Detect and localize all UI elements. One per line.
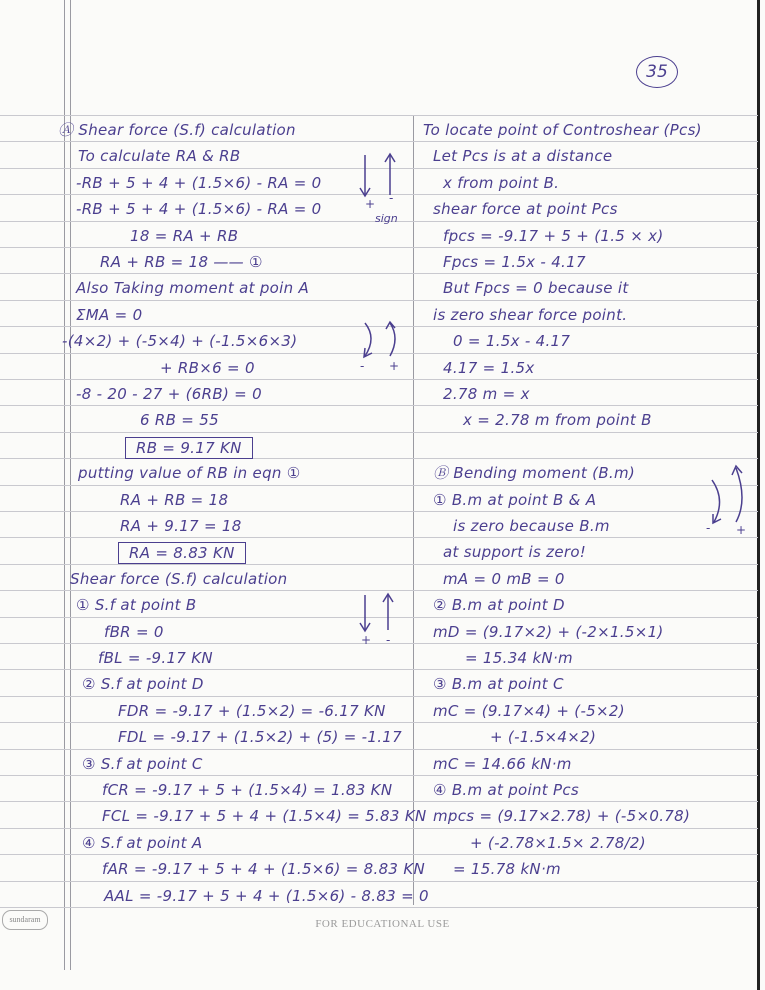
- left-line: fBR = 0: [104, 622, 164, 641]
- left-line: -8 - 20 - 27 + (6RB) = 0: [76, 385, 262, 403]
- left-line: + RB×6 = 0: [160, 358, 255, 377]
- page-edge: [757, 0, 760, 990]
- right-line: To locate point of Controshear (Pcs): [423, 121, 702, 139]
- svg-text:sign: sign: [375, 212, 398, 225]
- right-line: ② B.m at point D: [433, 596, 565, 615]
- right-line: mC = (9.17×4) + (-5×2): [433, 701, 625, 720]
- right-line: ④ B.m at point Pcs: [433, 781, 580, 799]
- left-line: To calculate RA & RB: [78, 147, 241, 166]
- shear-sign-convention-icon: [345, 150, 405, 225]
- ruled-line: [0, 405, 758, 406]
- right-line: + (-2.78×1.5× 2.78/2): [470, 833, 646, 852]
- right-line: = 15.78 kN·m: [453, 860, 561, 879]
- ruled-line: [0, 458, 758, 459]
- left-line: fCR = -9.17 + 5 + (1.5×4) = 1.83 KN: [102, 781, 393, 799]
- right-line: Ⓑ Bending moment (B.m): [433, 464, 636, 483]
- ruled-line: [0, 669, 758, 670]
- left-line: -(4×2) + (-5×4) + (-1.5×6×3): [62, 332, 298, 351]
- right-line: is zero shear force point.: [433, 305, 628, 324]
- right-line: = 15.34 kN·m: [465, 649, 573, 667]
- left-line: putting value of RB in eqn ①: [78, 464, 301, 483]
- shear-sign-icon-2: [350, 590, 400, 650]
- page-number: 35: [636, 56, 678, 88]
- left-line: FDL = -9.17 + (1.5×2) + (5) = -1.17: [118, 728, 402, 747]
- left-line: RA + RB = 18: [120, 490, 229, 509]
- left-line: RA + RB = 18 —— ①: [100, 253, 263, 271]
- right-line: 4.17 = 1.5x: [443, 358, 535, 377]
- left-line: -RB + 5 + 4 + (1.5×6) - RA = 0: [76, 173, 322, 192]
- ruled-line: [0, 537, 758, 538]
- left-line: ① S.f at point B: [76, 596, 197, 615]
- right-line: mC = 14.66 kN·m: [433, 754, 572, 773]
- left-line: RB = 9.17 KN: [125, 437, 253, 459]
- svg-text:+: +: [736, 523, 747, 537]
- ruled-line: [0, 115, 758, 116]
- right-line: 2.78 m = x: [443, 385, 530, 403]
- left-line: ③ S.f at point C: [82, 754, 203, 773]
- left-line: Shear force (S.f) calculation: [70, 569, 288, 588]
- ruled-line: [0, 300, 758, 301]
- ruled-line: [0, 828, 758, 829]
- left-line: RA = 8.83 KN: [118, 542, 246, 564]
- left-line: Also Taking moment at poin A: [76, 279, 310, 298]
- ruled-line: [0, 485, 758, 486]
- svg-text:-: -: [360, 359, 365, 373]
- right-line: x from point B.: [443, 173, 560, 192]
- moment-sign-convention-icon: [345, 318, 405, 378]
- svg-text:-: -: [389, 191, 394, 205]
- right-line: mpcs = (9.17×2.78) + (-5×0.78): [433, 807, 691, 826]
- right-line: Let Pcs is at a distance: [433, 147, 613, 166]
- ruled-line: [0, 379, 758, 380]
- right-line: shear force at point Pcs: [433, 200, 618, 219]
- left-line: 6 RB = 55: [140, 411, 219, 430]
- svg-text:-: -: [386, 633, 391, 647]
- ruled-line: [0, 564, 758, 565]
- ruled-line: [0, 511, 758, 512]
- right-line: Fpcs = 1.5x - 4.17: [443, 253, 586, 271]
- right-line: 0 = 1.5x - 4.17: [453, 332, 571, 351]
- brand-logo: sundaram: [2, 910, 48, 930]
- ruled-line: [0, 432, 758, 433]
- left-line: FCL = -9.17 + 5 + 4 + (1.5×4) = 5.83 KN: [102, 807, 427, 826]
- right-line: mA = 0 mB = 0: [443, 569, 565, 588]
- right-line: at support is zero!: [443, 543, 587, 562]
- right-line: x = 2.78 m from point B: [463, 411, 652, 430]
- bending-sign-icon: [700, 460, 755, 535]
- left-line: ΣMA = 0: [76, 305, 143, 324]
- footer-text: FOR EDUCATIONAL USE: [315, 918, 450, 930]
- svg-text:+: +: [365, 197, 376, 211]
- right-line: is zero because B.m: [453, 517, 610, 535]
- ruled-line: [0, 775, 758, 776]
- ruled-line: [0, 854, 758, 855]
- right-line: ③ B.m at point C: [433, 675, 564, 694]
- svg-text:+: +: [361, 633, 372, 647]
- ruled-line: [0, 749, 758, 750]
- svg-text:-: -: [706, 521, 711, 535]
- left-line: 18 = RA + RB: [130, 226, 239, 245]
- left-line: Ⓐ Shear force (S.f) calculation: [58, 121, 296, 139]
- left-line: AAL = -9.17 + 5 + 4 + (1.5×6) - 8.83 = 0: [104, 886, 429, 905]
- ruled-line: [0, 696, 758, 697]
- right-line: ① B.m at point B & A: [433, 490, 597, 509]
- right-line: But Fpcs = 0 because it: [443, 279, 629, 298]
- left-line: fBL = -9.17 KN: [98, 649, 213, 667]
- right-line: + (-1.5×4×2): [490, 728, 597, 747]
- svg-text:+: +: [389, 359, 400, 373]
- column-divider: [413, 115, 414, 905]
- left-line: fAR = -9.17 + 5 + 4 + (1.5×6) = 8.83 KN: [102, 860, 425, 879]
- left-line: RA + 9.17 = 18: [120, 517, 242, 535]
- right-line: mD = (9.17×2) + (-2×1.5×1): [433, 622, 664, 641]
- ruled-line: [0, 907, 758, 908]
- ruled-line: [0, 881, 758, 882]
- ruled-line: [0, 141, 758, 142]
- left-line: FDR = -9.17 + (1.5×2) = -6.17 KN: [118, 701, 386, 720]
- ruled-line: [0, 273, 758, 274]
- left-line: -RB + 5 + 4 + (1.5×6) - RA = 0: [76, 200, 322, 219]
- left-line: ④ S.f at point A: [82, 833, 203, 852]
- right-line: fpcs = -9.17 + 5 + (1.5 × x): [443, 226, 664, 245]
- ruled-line: [0, 801, 758, 802]
- ruled-line: [0, 722, 758, 723]
- left-line: ② S.f at point D: [82, 675, 204, 694]
- ruled-line: [0, 247, 758, 248]
